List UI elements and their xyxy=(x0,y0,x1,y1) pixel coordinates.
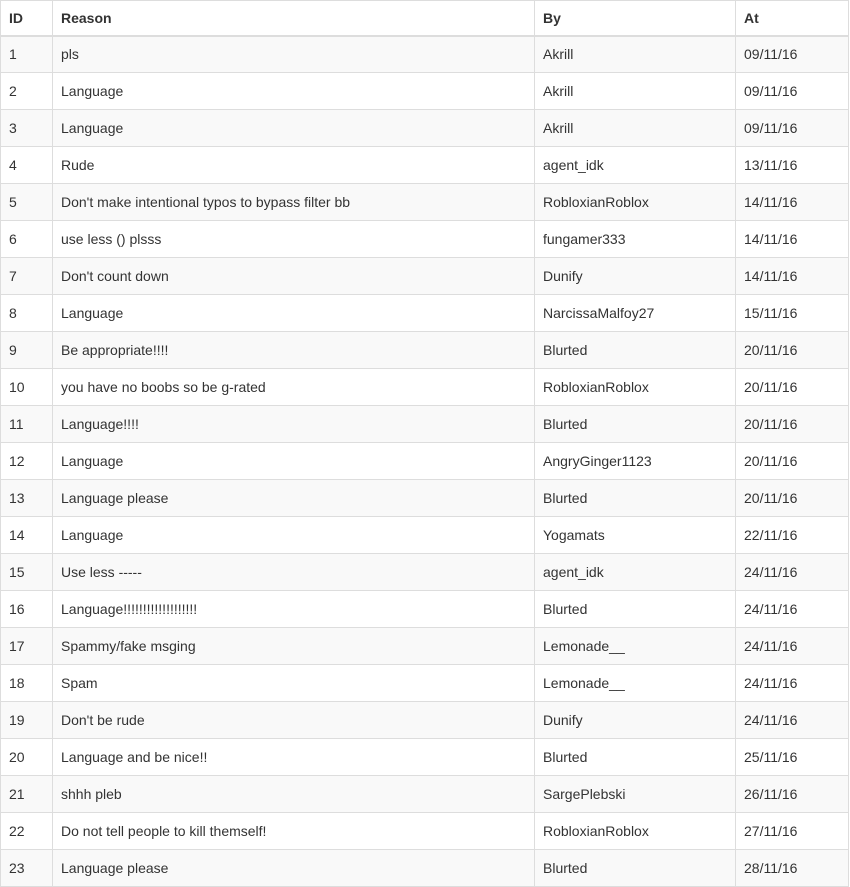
cell-at: 15/11/16 xyxy=(736,295,849,332)
cell-at: 24/11/16 xyxy=(736,665,849,702)
cell-at: 22/11/16 xyxy=(736,517,849,554)
cell-id: 12 xyxy=(1,443,53,480)
cell-by: Akrill xyxy=(535,36,736,73)
table-row xyxy=(1,554,849,591)
table-row xyxy=(1,480,849,517)
cell-id: 3 xyxy=(1,110,53,147)
cell-reason: use less () plsss xyxy=(53,221,535,258)
table-row xyxy=(1,813,849,850)
cell-id: 16 xyxy=(1,591,53,628)
cell-at: 14/11/16 xyxy=(736,184,849,221)
cell-reason: Don't make intentional typos to bypass filter bb xyxy=(53,184,535,221)
cell-reason: Spam xyxy=(53,665,535,702)
cell-reason: Language please xyxy=(53,480,535,517)
cell-reason: Use less ----- xyxy=(53,554,535,591)
cell-by: RobloxianRoblox xyxy=(535,184,736,221)
cell-id: 21 xyxy=(1,776,53,813)
cell-reason: Don't count down xyxy=(53,258,535,295)
cell-id: 8 xyxy=(1,295,53,332)
cell-id: 15 xyxy=(1,554,53,591)
cell-at: 26/11/16 xyxy=(736,776,849,813)
cell-at: 24/11/16 xyxy=(736,628,849,665)
cell-id: 11 xyxy=(1,406,53,443)
cell-id: 1 xyxy=(1,36,53,73)
cell-id: 19 xyxy=(1,702,53,739)
cell-reason: Spammy/fake msging xyxy=(53,628,535,665)
cell-at: 20/11/16 xyxy=(736,480,849,517)
table-row xyxy=(1,295,849,332)
cell-id: 7 xyxy=(1,258,53,295)
table-row xyxy=(1,73,849,110)
cell-at: 28/11/16 xyxy=(736,850,849,887)
cell-reason: Do not tell people to kill themself! xyxy=(53,813,535,850)
cell-at: 13/11/16 xyxy=(736,147,849,184)
cell-reason: shhh pleb xyxy=(53,776,535,813)
cell-at: 24/11/16 xyxy=(736,591,849,628)
cell-reason: Be appropriate!!!! xyxy=(53,332,535,369)
cell-id: 14 xyxy=(1,517,53,554)
cell-by: AngryGinger1123 xyxy=(535,443,736,480)
cell-reason: Language and be nice!! xyxy=(53,739,535,776)
table-row xyxy=(1,628,849,665)
table-row xyxy=(1,591,849,628)
table-row xyxy=(1,665,849,702)
column-header-reason: Reason xyxy=(53,1,535,36)
cell-by: agent_idk xyxy=(535,147,736,184)
cell-by: Blurted xyxy=(535,739,736,776)
header-row xyxy=(1,1,849,36)
cell-by: Blurted xyxy=(535,406,736,443)
cell-reason: Language xyxy=(53,110,535,147)
cell-at: 09/11/16 xyxy=(736,36,849,73)
cell-at: 25/11/16 xyxy=(736,739,849,776)
cell-by: SargePlebski xyxy=(535,776,736,813)
table-row xyxy=(1,850,849,887)
table-row xyxy=(1,517,849,554)
cell-at: 20/11/16 xyxy=(736,369,849,406)
cell-id: 20 xyxy=(1,739,53,776)
column-header-by: By xyxy=(535,1,736,36)
cell-reason: Don't be rude xyxy=(53,702,535,739)
table-header xyxy=(1,1,849,36)
cell-by: Yogamats xyxy=(535,517,736,554)
cell-by: Dunify xyxy=(535,258,736,295)
cell-reason: Language xyxy=(53,443,535,480)
cell-id: 23 xyxy=(1,850,53,887)
table-row xyxy=(1,369,849,406)
table-row xyxy=(1,110,849,147)
cell-id: 5 xyxy=(1,184,53,221)
cell-by: Blurted xyxy=(535,480,736,517)
cell-by: agent_idk xyxy=(535,554,736,591)
cell-id: 22 xyxy=(1,813,53,850)
cell-reason: you have no boobs so be g-rated xyxy=(53,369,535,406)
column-header-id: ID xyxy=(1,1,53,36)
cell-by: RobloxianRoblox xyxy=(535,369,736,406)
cell-at: 14/11/16 xyxy=(736,221,849,258)
cell-reason: Language xyxy=(53,517,535,554)
table-row xyxy=(1,221,849,258)
cell-id: 13 xyxy=(1,480,53,517)
cell-by: Lemonade__ xyxy=(535,628,736,665)
table-row xyxy=(1,443,849,480)
cell-at: 20/11/16 xyxy=(736,332,849,369)
cell-by: Lemonade__ xyxy=(535,665,736,702)
table-row xyxy=(1,36,849,73)
cell-by: Blurted xyxy=(535,591,736,628)
cell-by: Blurted xyxy=(535,850,736,887)
column-header-at: At xyxy=(736,1,849,36)
cell-at: 09/11/16 xyxy=(736,73,849,110)
cell-by: RobloxianRoblox xyxy=(535,813,736,850)
cell-reason: Language please xyxy=(53,850,535,887)
cell-reason: Language!!!!!!!!!!!!!!!!!!! xyxy=(53,591,535,628)
cell-reason: Language xyxy=(53,295,535,332)
cell-reason: Language xyxy=(53,73,535,110)
table-row xyxy=(1,776,849,813)
cell-by: NarcissaMalfoy27 xyxy=(535,295,736,332)
cell-at: 20/11/16 xyxy=(736,406,849,443)
cell-by: Akrill xyxy=(535,73,736,110)
table-row xyxy=(1,406,849,443)
cell-id: 17 xyxy=(1,628,53,665)
cell-id: 2 xyxy=(1,73,53,110)
cell-at: 09/11/16 xyxy=(736,110,849,147)
cell-id: 18 xyxy=(1,665,53,702)
table-row xyxy=(1,147,849,184)
cell-at: 27/11/16 xyxy=(736,813,849,850)
cell-id: 4 xyxy=(1,147,53,184)
table-row xyxy=(1,332,849,369)
cell-id: 10 xyxy=(1,369,53,406)
cell-at: 24/11/16 xyxy=(736,554,849,591)
cell-by: Dunify xyxy=(535,702,736,739)
table-row xyxy=(1,702,849,739)
cell-reason: Rude xyxy=(53,147,535,184)
cell-by: Akrill xyxy=(535,110,736,147)
cell-id: 9 xyxy=(1,332,53,369)
table-row xyxy=(1,184,849,221)
cell-at: 14/11/16 xyxy=(736,258,849,295)
cell-by: Blurted xyxy=(535,332,736,369)
cell-reason: pls xyxy=(53,36,535,73)
cell-id: 6 xyxy=(1,221,53,258)
cell-by: fungamer333 xyxy=(535,221,736,258)
table-row xyxy=(1,739,849,776)
table-body xyxy=(1,36,849,887)
table-row xyxy=(1,258,849,295)
cell-reason: Language!!!! xyxy=(53,406,535,443)
cell-at: 20/11/16 xyxy=(736,443,849,480)
cell-at: 24/11/16 xyxy=(736,702,849,739)
